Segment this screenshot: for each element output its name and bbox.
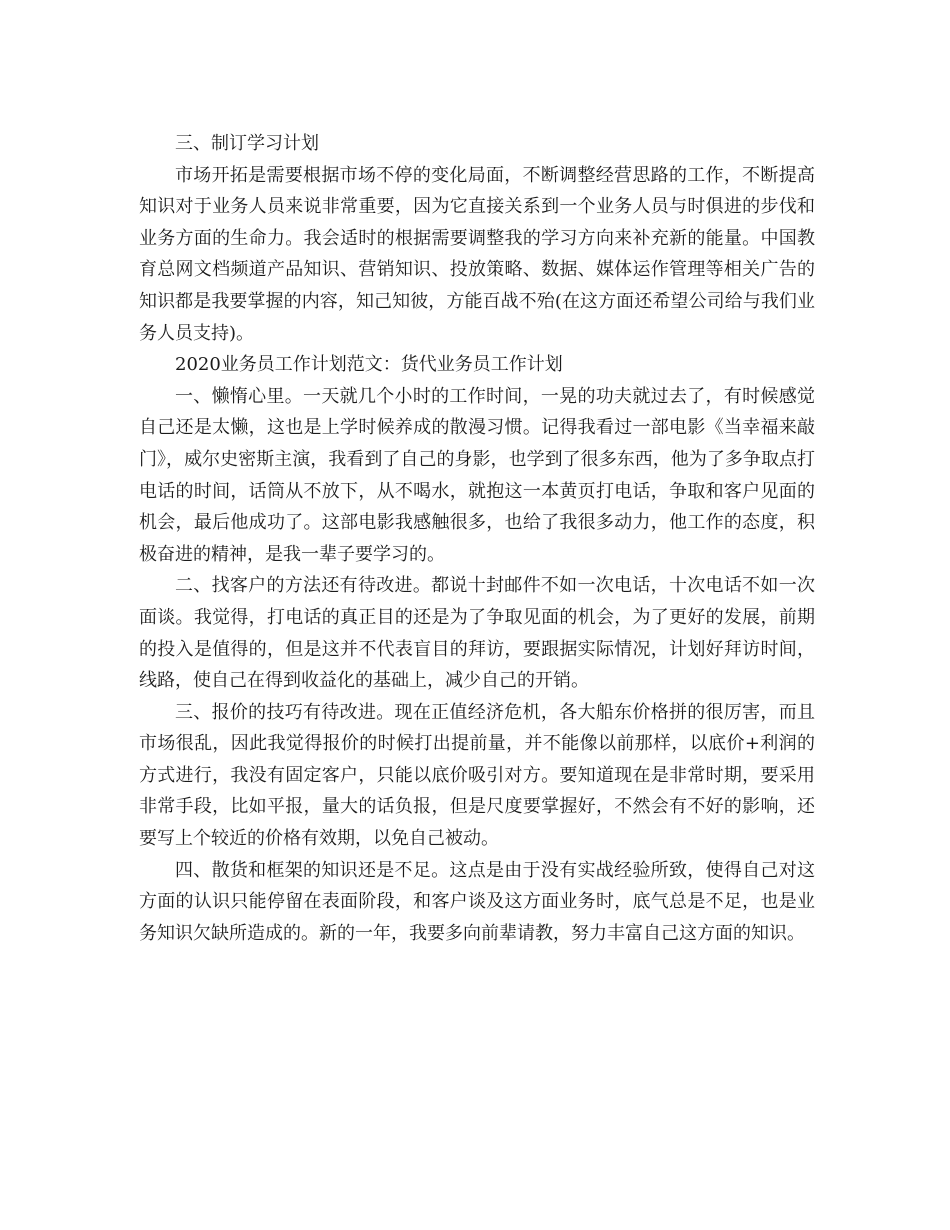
section-heading: 三、制订学习计划 (175, 133, 319, 154)
paragraph: 三、报价的技巧有待改进。现在正值经济危机，各大船东价格拼的很厉害，而且市场很乱，因此我觉得报价的时候打出提前量，并不能像以前那样，以底价+利润的方式进行，我没有固定客户，只能以底价吸引对方。要知道现在是非常时期，要采用非常手段，比如平报，量大的话负报，但是尺度要掌握好，不然会有不好的影响，还要写上个较近的价格有效期，以免自己被动。 (139, 701, 815, 850)
paragraph: 市场开拓是需要根据市场不停的变化局面，不断调整经营思路的工作，不断提高知识对于业务人员来说非常重要，因为它直接关系到一个业务人员与时俱进的步伐和业务方面的生命力。我会适时的根据需要调整我的学习方向来补充新的能量。中国教育总网文档频道产品知识、营销知识、投放策略、数据、媒体运作管理等相关广告的知识都是我要掌握的内容，知己知彼，方能百战不殆(在这方面还希望公司给与我们业务人员支持)。 (139, 164, 815, 344)
article-title: 2020业务员工作计划范文：货代业务员工作计划 (175, 354, 563, 376)
document-body (139, 128, 815, 949)
paragraph: 二、找客户的方法还有待改进。都说十封邮件不如一次电话，十次电话不如一次面谈。我觉得，打电话的真正目的还是为了争取见面的机会，为了更好的发展，前期的投入是值得的，但是这并不代表盲目的拜访，要跟据实际情况，计划好拜访时间，线路，使自己在得到收益化的基础上，减少自己的开销。 (139, 575, 815, 692)
paragraph: 一、懒惰心里。一天就几个小时的工作时间，一晃的功夫就过去了，有时候感觉自己还是太懒，这也是上学时候养成的散漫习惯。记得我看过一部电影《当幸福来敲门》，威尔史密斯主演，我看到了自己的身影，也学到了很多东西，他为了多争取点打电话的时间，话筒从不放下，从不喝水，就抱这一本黄页打电话，争取和客户见面的机会，最后他成功了。这部电影我感触很多，也给了我很多动力，他工作的态度，积极奋进的精神，是我一辈子要学习的。 (139, 385, 815, 565)
paragraph: 四、散货和框架的知识还是不足。这点是由于没有实战经验所致，使得自己对这方面的认识只能停留在表面阶段，和客户谈及这方面业务时，底气总是不足，也是业务知识欠缺所造成的。新的一年，我要多向前辈请教，努力丰富自己这方面的知识。 (139, 859, 815, 944)
